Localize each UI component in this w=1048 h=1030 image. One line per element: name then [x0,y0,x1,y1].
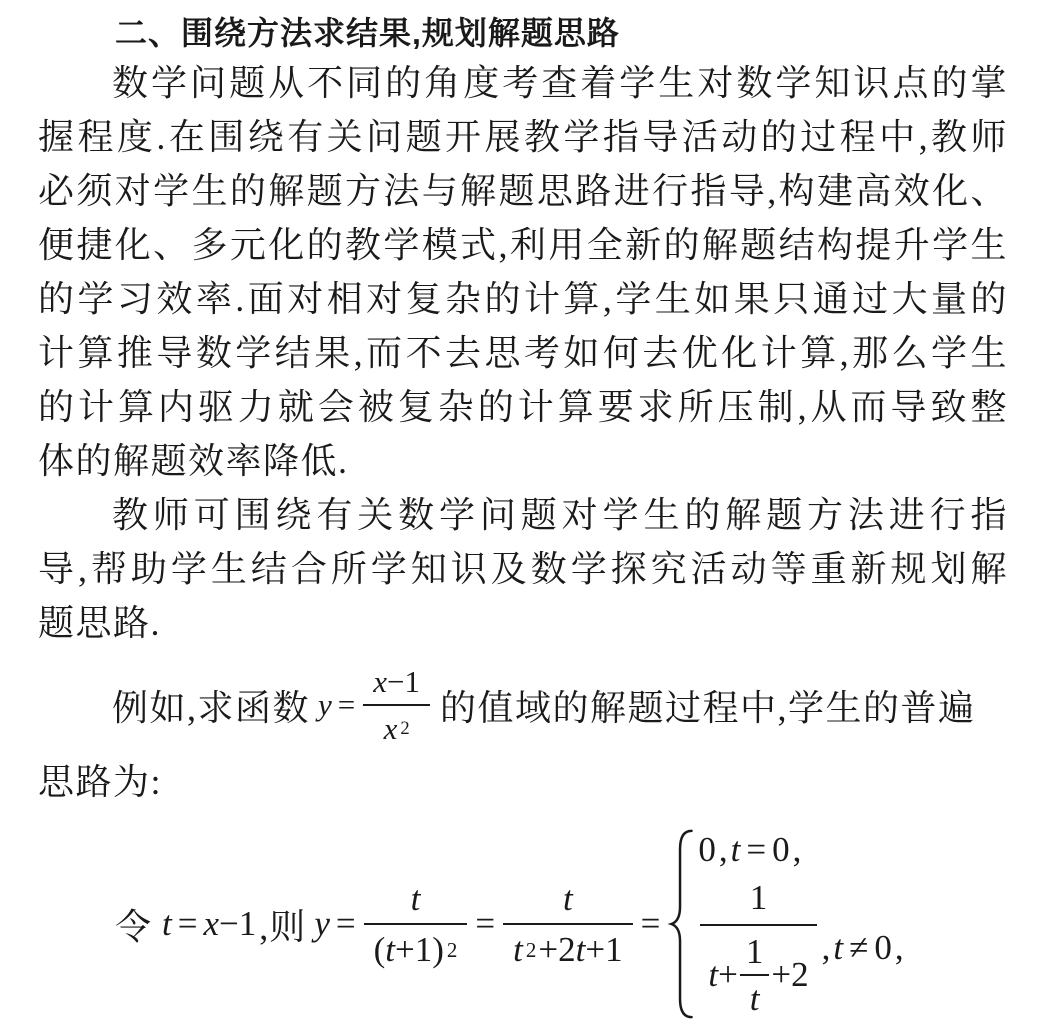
text-line: 导,帮助学生结合所学知识及数学探究活动等重新规划解 [38,549,1008,589]
inline-formula-y-equals-x-minus-1-over-x-squared [318,664,432,747]
example-suffix-text: 的值域的解题过程中,学生的普遍 [440,687,976,728]
fraction-denominator [740,974,770,1019]
text-line: 握程度.在围绕有关问题开展教学指导活动的过程中,教师 [38,117,1008,157]
math-var-x: x [373,663,388,699]
fraction-denominator: x 2 [363,704,430,747]
math-minus-one: −1 [219,904,257,943]
example-sentence [38,656,1008,754]
text-line: 数学问题从不同的角度考查着学生对数学知识点的掌 [112,63,1008,103]
text-line: 教师可围绕有关数学问题对学生的解题方法进行指 [112,495,1008,535]
math-equals: = [337,687,356,722]
paragraph-1 [38,56,1008,488]
math-comma: , [792,829,802,869]
fraction-numerator [401,879,431,923]
fraction-numerator [553,879,583,923]
math-var-x: x [383,710,398,746]
text-line: 题思路. [38,603,162,643]
math-equals: = [475,904,496,943]
math-comma: , [894,928,904,967]
cases-block [698,830,906,1019]
fraction-t-over-t-squared-plus-2t-plus-1 [503,879,632,970]
math-zero: 0 [874,928,892,967]
math-minus-one: −1 [387,663,421,699]
math-var-t: t [385,929,395,969]
fraction-1-over-t-plus-1-over-t-plus-2 [700,878,816,1019]
fraction-denominator: ( t +1) 2 [364,923,468,970]
math-var-t: t [410,878,421,918]
math-var-t: t [730,829,741,869]
math-var-y: y [314,904,330,943]
math-equals: = [335,904,356,943]
math-plus-2: +2 [538,929,576,969]
math-equals: = [177,904,198,943]
math-var-x: x [203,904,220,943]
math-open-paren: ( [373,929,386,969]
fraction-1-over-t [740,932,770,1019]
cases-left-brace [666,828,696,1020]
math-plus: + [718,955,738,994]
text-line: 的学习效率.面对相对复杂的计算,学生如果只通过大量的 [38,279,1008,319]
example-prefix-text: 例如,求函数 [112,687,311,728]
math-one: 1 [749,877,768,917]
math-plus-1: +1 [585,929,623,969]
paragraph-2 [38,488,1008,650]
fraction-t-over-t-plus-1-squared [364,879,468,970]
math-var-t: t [162,904,172,943]
math-comma: , [821,928,831,967]
math-var-t: t [833,928,844,967]
text-line: 的计算内驱力就会被复杂的计算要求所压制,从而导致整 [38,387,1008,427]
fraction-numerator [738,878,780,924]
math-zero: 0 [698,829,716,869]
text-line: 体的解题效率降低. [38,441,349,481]
math-plus-2: +2 [771,955,809,994]
example-closing-line: 思路为: [38,762,163,802]
math-not-equal: ≠ [849,928,869,967]
fraction-denominator [700,924,816,1019]
case-row-t-equals-0 [698,830,804,870]
math-equals: = [746,829,767,869]
math-var-t: t [513,929,523,969]
math-var-t: t [749,978,760,1018]
fraction-numerator [740,932,770,974]
math-var-t: t [575,929,586,969]
fraction-x-minus-1-over-x-squared [363,664,430,747]
math-one: 1 [745,931,764,971]
fraction-denominator: t 2 +2 t +1 [503,923,632,970]
derivation-comma-then-text: ,则 [259,906,307,947]
derivation-formula [38,824,1008,1024]
case-row-t-not-equal-0 [698,878,906,1019]
text-line: 必须对学生的解题方法与解题思路进行指导,构建高效化、 [38,171,1008,211]
math-equals: = [640,904,661,943]
text-line: 便捷化、多元化的教学模式,利用全新的解题结构提升学生 [38,225,1008,265]
math-var-t: t [563,878,573,918]
math-var-y: y [318,687,332,722]
math-plus-1-close-paren: +1) [395,929,444,969]
math-var-t: t [708,955,719,994]
derivation-lead-text: 令 [115,906,153,947]
section-heading: 二、围绕方法求结果,规划解题思路 [115,15,620,51]
text-line: 计算推导数学结果,而不去思考如何去优化计算,那么学生 [38,333,1008,373]
math-comma: , [718,829,728,869]
fraction-numerator [363,664,430,704]
math-zero: 0 [772,829,790,869]
